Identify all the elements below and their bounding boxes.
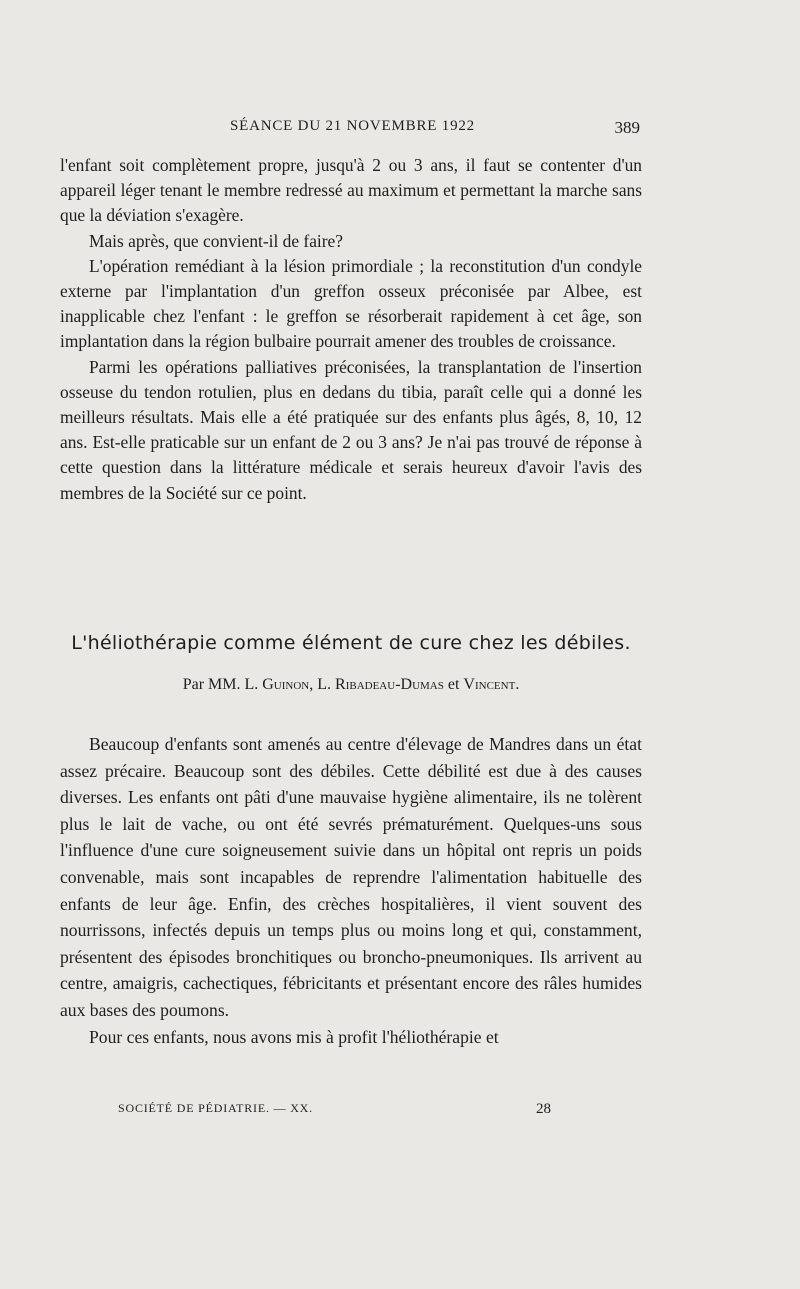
article-title: L'héliothérapie comme élément de cure chez les débiles. — [71, 632, 631, 654]
paragraph: l'enfant soit complètement propre, jusqu'à 2 ou 3 ans, il faut se contenter d'un appareil léger tenant le membre redressé au maximum et permettant la marche sans que la déviation s'exagère. — [60, 155, 642, 226]
article-body — [60, 731, 642, 1050]
paragraph: L'opération remédiant à la lésion primordiale ; la reconstitution d'un condyle externe par l'implantation d'un greffon osseux préconisée par Albee, est inapplicable chez l'enfant : le greffon se résorberait rapidement à cet âge, son implantation dans la région bulbaire pourrait amener des troubles de croissance. — [60, 255, 642, 352]
byline-separator: et — [443, 676, 464, 693]
byline-prefix: Par MM. L. — [182, 676, 263, 693]
footer-journal: SOCIÉTÉ DE PÉDIATRIE. — XX. — [118, 1101, 313, 1115]
running-title: SÉANCE DU 21 NOVEMBRE 1922 — [230, 118, 475, 134]
running-head — [60, 118, 640, 142]
author-name: Vincent — [463, 676, 516, 693]
paragraph: Mais après, que convient-il de faire? — [89, 230, 343, 251]
text-block-continuation — [60, 153, 642, 506]
author-name: Guinon — [262, 676, 310, 693]
byline-end: . — [515, 676, 520, 693]
byline-separator: , L. — [309, 676, 336, 693]
page-footer — [118, 1101, 568, 1123]
article-byline — [60, 676, 642, 694]
author-name: Ribadeau-Dumas — [335, 676, 444, 693]
footer-signature: 28 — [536, 1101, 551, 1117]
page-number: 389 — [614, 118, 640, 137]
paragraph: Pour ces enfants, nous avons mis à profit l'héliothérapie et — [89, 1026, 499, 1047]
paragraph: Parmi les opérations palliatives préconisées, la transplantation de l'insertion osseuse du tendon rotulien, plus en dedans du tibia, paraît celle qui a donné les meilleurs résultats. Mais elle a été pratiquée sur des enfants plus âgés, 8, 10, 12 ans. Est-elle praticable sur un enfant de 2 ou 3 ans? Je n'ai pas trouvé de réponse à cette question dans la littérature médicale et serais heureux d'avoir l'avis des membres de la Société sur ce point. — [60, 356, 642, 503]
paragraph: Beaucoup d'enfants sont amenés au centre d'élevage de Mandres dans un état assez précaire. Beaucoup sont des débiles. Cette débilité est due à des causes diverses. Les enfants ont pâti d'une mauvaise hygiène alimentaire, ils ne tolèrent plus le lait de vache, ou ont été sevrés prématurément. Quelques-uns sous l'influence d'une cure soigneusement suivie dans un hôpital ont repris un poids convenable, mais sont incapables de reprendre l'alimentation habituelle des enfants de leur âge. Enfin, des crèches hospitalières, il vient souvent des nourrissons, infectés depuis un temps plus ou moins long et qui, constamment, présentent des épisodes bronchitiques ou broncho-pneumoniques. Ils arrivent au centre, amaigris, cachectiques, fébricitants et présentant encore des râles humides aux bases des poumons. — [60, 734, 642, 1020]
